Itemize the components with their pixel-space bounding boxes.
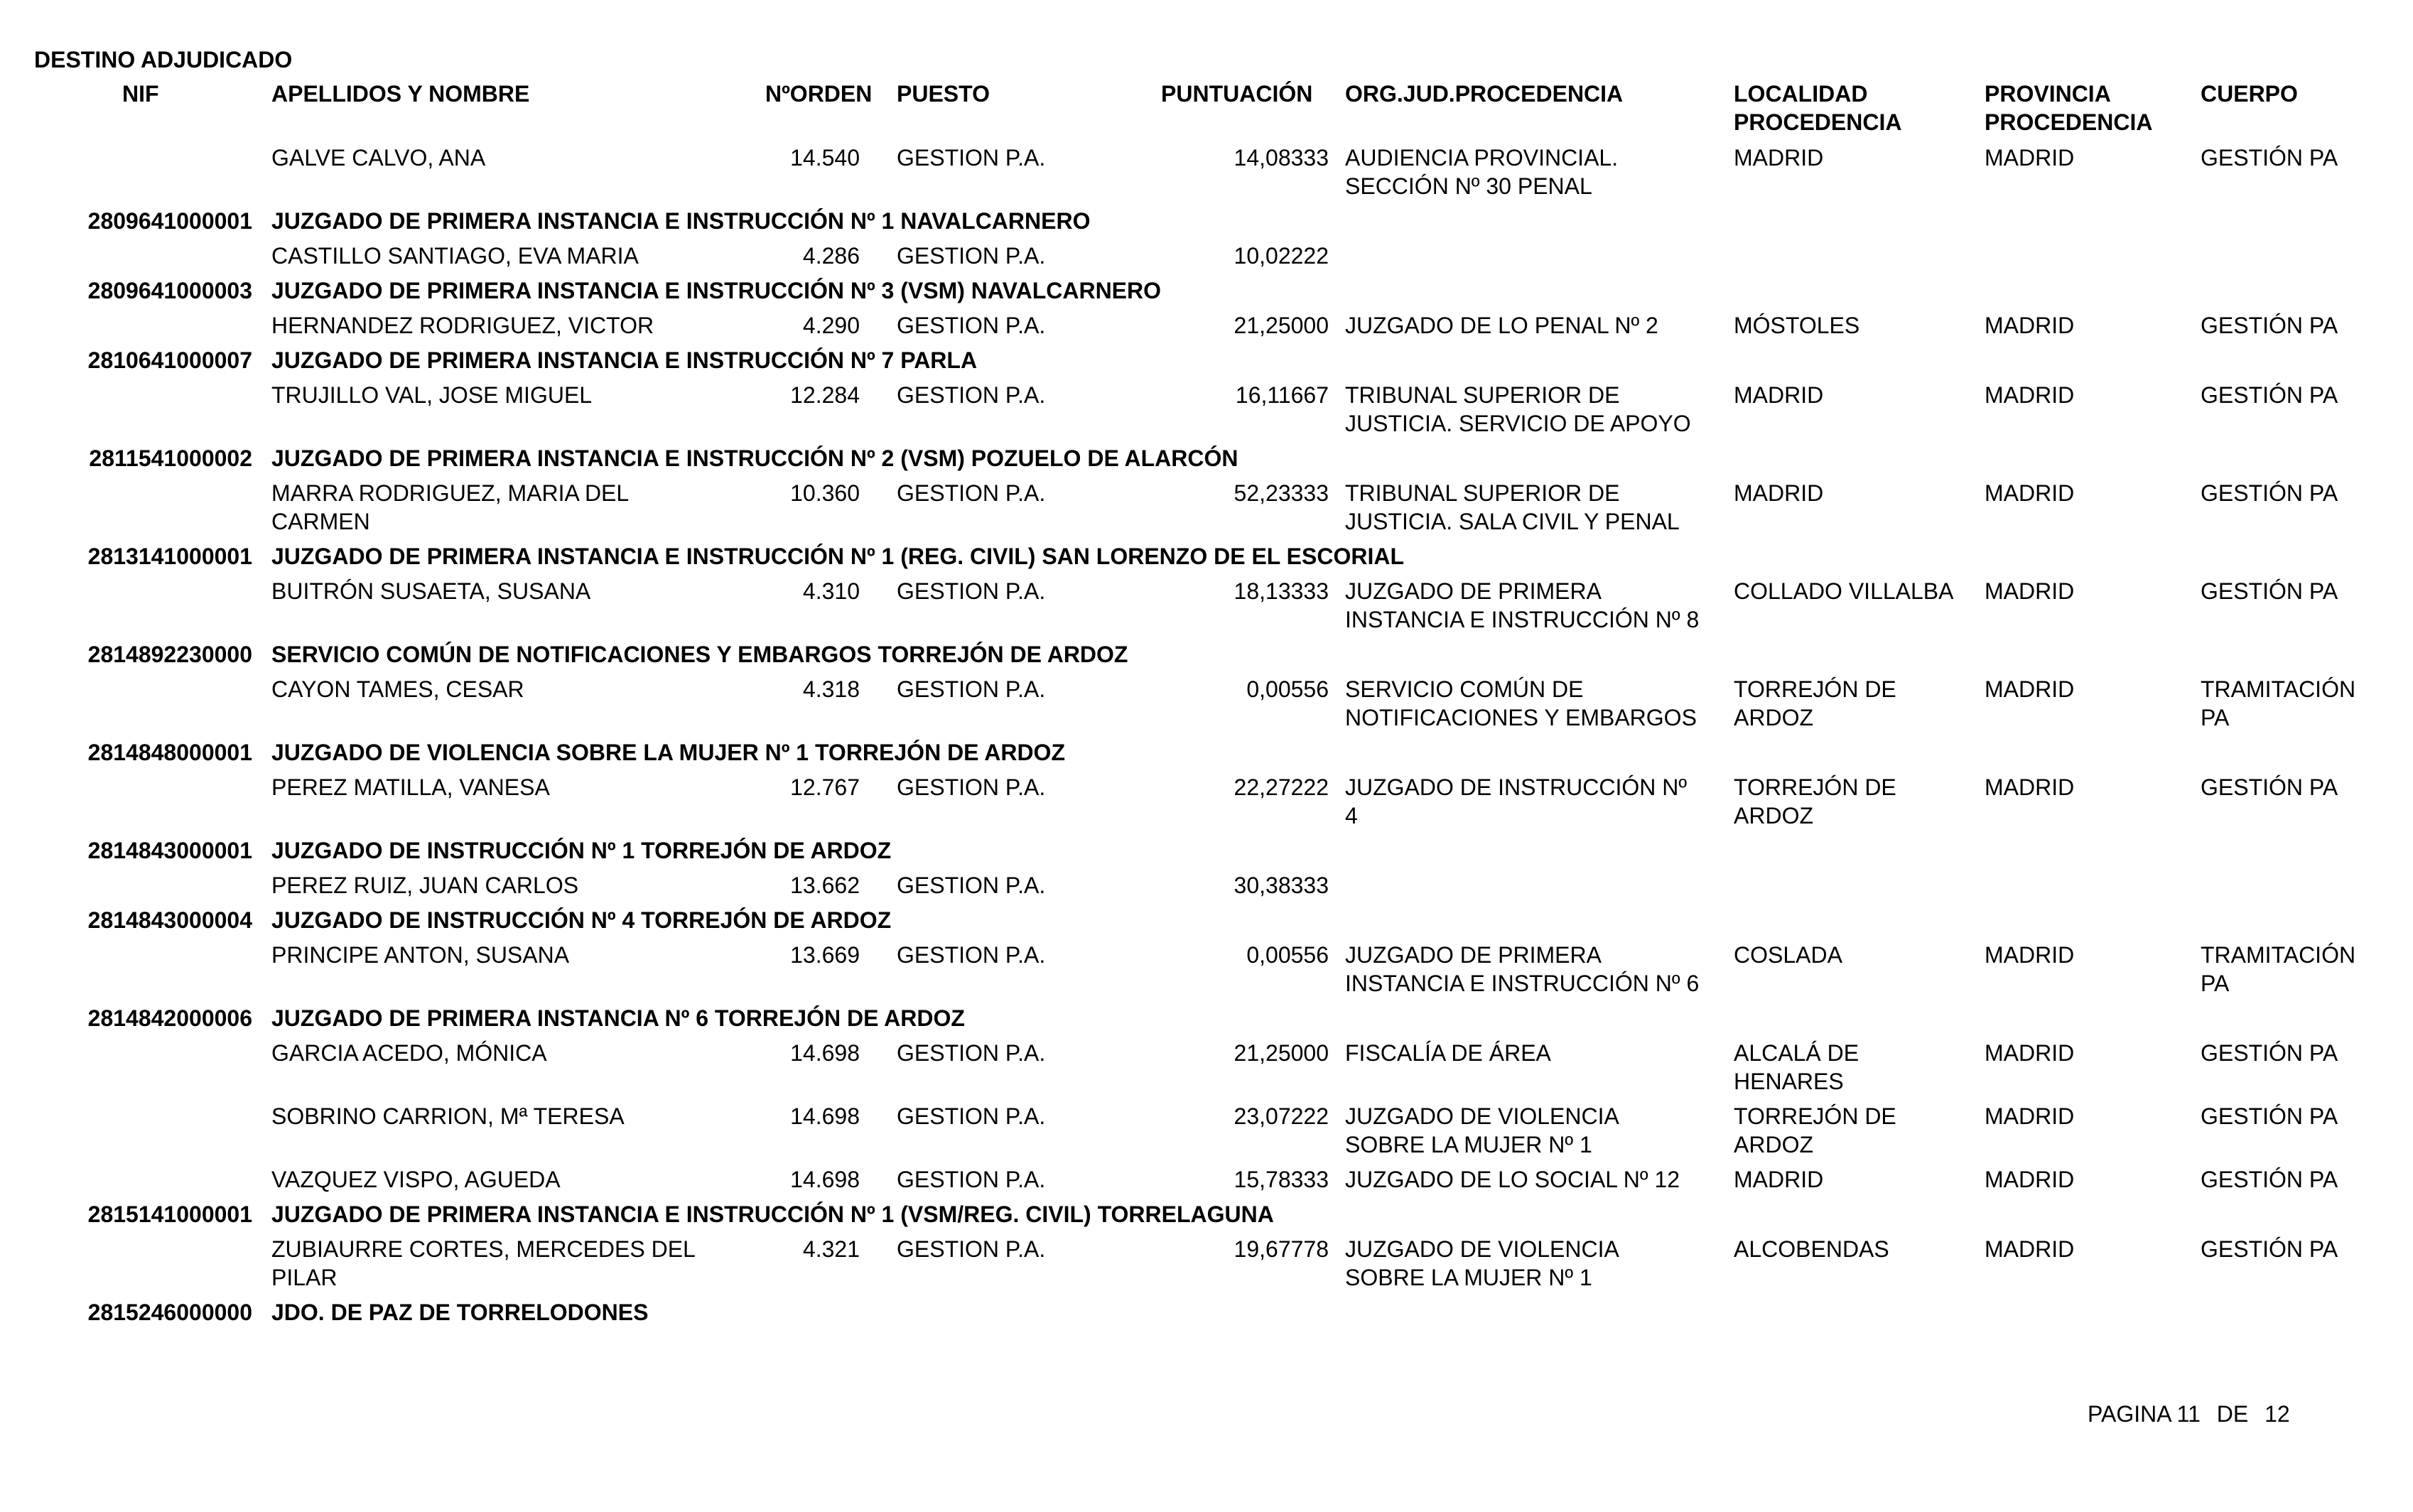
person-localidad-line: TORREJÓN DE [1734, 676, 1896, 702]
person-org [1345, 311, 1729, 340]
person-name-line: CAYON TAMES, CESAR [271, 676, 524, 702]
pagina-label: PAGINA [2088, 1401, 2171, 1427]
person-name-line: ZUBIAURRE CORTES, MERCEDES DEL [271, 1236, 696, 1262]
court-nif: 2814842000006 [87, 1005, 252, 1031]
person-provincia: MADRID [1985, 578, 2075, 604]
person-org [1345, 479, 1729, 536]
person-org-line: JUZGADO DE INSTRUCCIÓN Nº [1345, 774, 1688, 800]
person-localidad [1734, 381, 1979, 409]
person-puesto: GESTION P.A. [897, 313, 1046, 338]
person-org-line: INSTANCIA E INSTRUCCIÓN Nº 6 [1345, 971, 1700, 996]
person-puesto: GESTION P.A. [897, 1236, 1046, 1262]
header-orden: NºORDEN [765, 81, 873, 107]
person-puesto: GESTION P.A. [897, 676, 1046, 702]
person-name-line: PRINCIPE ANTON, SUSANA [271, 942, 570, 968]
court-name: SERVICIO COMÚN DE NOTIFICACIONES Y EMBARGOS TORREJÓN DE ARDOZ [271, 642, 1128, 667]
court-nif: 2809641000001 [87, 208, 252, 234]
person-orden: 4.310 [802, 578, 860, 604]
person-provincia: MADRID [1985, 313, 2075, 338]
court-nif: 2810641000007 [87, 347, 252, 373]
person-org [1345, 381, 1729, 438]
court-name: JUZGADO DE PRIMERA INSTANCIA E INSTRUCCIÓN Nº 3 (VSM) NAVALCARNERO [271, 278, 1162, 303]
person-localidad [1734, 1165, 1979, 1194]
person-org-line: JUSTICIA. SERVICIO DE APOYO [1345, 411, 1691, 436]
person-puntuacion: 19,67778 [1234, 1236, 1329, 1262]
header-cuerpo: CUERPO [2201, 81, 2298, 107]
person-puntuacion: 22,27222 [1234, 774, 1329, 800]
person-localidad-line: TORREJÓN DE [1734, 1103, 1896, 1129]
person-cuerpo-line: GESTIÓN PA [2201, 1103, 2338, 1129]
person-org-line: TRIBUNAL SUPERIOR DE [1345, 480, 1620, 506]
person-provincia: MADRID [1985, 1103, 2075, 1129]
court-name: JUZGADO DE PRIMERA INSTANCIA E INSTRUCCIÓN Nº 1 (VSM/REG. CIVIL) TORRELAGUNA [271, 1202, 1274, 1227]
person-orden: 13.662 [790, 873, 860, 898]
header-puntuacion: PUNTUACIÓN [1161, 81, 1313, 107]
person-org-line: SOBRE LA MUJER Nº 1 [1345, 1265, 1592, 1290]
person-provincia: MADRID [1985, 382, 2075, 408]
person-localidad-line: COSLADA [1734, 942, 1842, 968]
header-nif: NIF [122, 81, 159, 107]
person-localidad-line: ARDOZ [1734, 705, 1813, 730]
person-cuerpo-line: GESTIÓN PA [2201, 145, 2338, 171]
header-provincia: PROVINCIA [1985, 81, 2111, 107]
person-cuerpo-line: GESTIÓN PA [2201, 1236, 2338, 1262]
person-orden: 14.698 [790, 1103, 860, 1129]
person-name [271, 144, 740, 172]
court-name: JUZGADO DE PRIMERA INSTANCIA E INSTRUCCIÓN Nº 2 (VSM) POZUELO DE ALARCÓN [271, 446, 1238, 471]
page-total: 12 [2264, 1401, 2290, 1427]
person-localidad [1734, 941, 1979, 969]
person-localidad [1734, 773, 1979, 830]
person-localidad-line: MADRID [1734, 382, 1824, 408]
person-localidad-line: ARDOZ [1734, 1132, 1813, 1157]
person-puesto: GESTION P.A. [897, 942, 1046, 968]
person-cuerpo-line: TRAMITACIÓN [2201, 942, 2356, 968]
person-localidad-line: HENARES [1734, 1069, 1844, 1094]
person-name-line: GARCIA ACEDO, MÓNICA [271, 1040, 547, 1066]
person-puesto: GESTION P.A. [897, 1040, 1046, 1066]
person-name [271, 479, 740, 536]
person-org-line: TRIBUNAL SUPERIOR DE [1345, 382, 1620, 408]
person-org-line: AUDIENCIA PROVINCIAL. [1345, 145, 1619, 171]
person-orden: 4.290 [802, 313, 860, 338]
person-cuerpo [2201, 144, 2407, 172]
person-puntuacion: 30,38333 [1234, 873, 1329, 898]
person-puntuacion: 18,13333 [1234, 578, 1329, 604]
person-puntuacion: 52,23333 [1234, 480, 1329, 506]
person-org [1345, 1039, 1729, 1067]
page-footer [2088, 1400, 2290, 1428]
person-org-line: 4 [1345, 803, 1358, 828]
person-cuerpo [2201, 311, 2407, 340]
header-nombre: APELLIDOS Y NOMBRE [271, 81, 530, 107]
person-puesto: GESTION P.A. [897, 873, 1046, 898]
person-org-line: JUZGADO DE VIOLENCIA [1345, 1236, 1619, 1262]
person-name-line: PEREZ RUIZ, JUAN CARLOS [271, 873, 579, 898]
court-nif: 2811541000002 [89, 446, 252, 471]
person-cuerpo [2201, 1165, 2407, 1194]
court-name: JUZGADO DE VIOLENCIA SOBRE LA MUJER Nº 1 TORREJÓN DE ARDOZ [271, 740, 1065, 765]
person-localidad [1734, 1102, 1979, 1159]
person-org [1345, 577, 1729, 634]
person-name-line: PILAR [271, 1265, 338, 1290]
court-name: JUZGADO DE PRIMERA INSTANCIA E INSTRUCCIÓN Nº 1 (REG. CIVIL) SAN LORENZO DE EL ESCORIAL [271, 544, 1404, 569]
person-org-line: JUZGADO DE PRIMERA [1345, 578, 1602, 604]
person-localidad [1734, 577, 1979, 605]
person-cuerpo [2201, 577, 2407, 605]
person-cuerpo [2201, 941, 2407, 998]
page-number: 11 [2176, 1401, 2201, 1427]
court-name: JUZGADO DE PRIMERA INSTANCIA E INSTRUCCIÓN Nº 7 PARLA [271, 347, 978, 373]
person-orden: 14.698 [790, 1167, 860, 1192]
person-cuerpo-line: TRAMITACIÓN [2201, 676, 2356, 702]
person-name [271, 1102, 740, 1130]
person-org-line: SOBRE LA MUJER Nº 1 [1345, 1132, 1592, 1157]
person-orden: 14.698 [790, 1040, 860, 1066]
person-puesto: GESTION P.A. [897, 145, 1046, 171]
person-cuerpo [2201, 479, 2407, 507]
person-puntuacion: 16,11667 [1235, 382, 1329, 408]
person-name-line: CARMEN [271, 509, 370, 534]
court-name: JUZGADO DE INSTRUCCIÓN Nº 4 TORREJÓN DE ARDOZ [271, 907, 892, 933]
person-localidad-line: ALCOBENDAS [1734, 1236, 1889, 1262]
person-org [1345, 144, 1729, 200]
court-nif: 2815141000001 [87, 1202, 252, 1227]
header-puesto: PUESTO [897, 81, 990, 107]
person-provincia: MADRID [1985, 1040, 2075, 1066]
person-org [1345, 773, 1729, 830]
person-name [271, 1165, 740, 1194]
person-cuerpo-line: PA [2201, 971, 2230, 996]
person-puesto: GESTION P.A. [897, 243, 1046, 269]
person-puesto: GESTION P.A. [897, 382, 1046, 408]
person-orden: 4.321 [802, 1236, 860, 1262]
person-org-line: JUZGADO DE PRIMERA [1345, 942, 1602, 968]
person-localidad-line: ARDOZ [1734, 803, 1813, 828]
person-cuerpo-line: GESTIÓN PA [2201, 382, 2338, 408]
person-localidad [1734, 1039, 1979, 1096]
court-nif: 2814848000001 [87, 740, 252, 765]
person-cuerpo [2201, 773, 2407, 801]
person-org-line: JUZGADO DE VIOLENCIA [1345, 1103, 1619, 1129]
person-name [271, 1039, 740, 1067]
person-provincia: MADRID [1985, 1167, 2075, 1192]
person-cuerpo-line: GESTIÓN PA [2201, 480, 2338, 506]
person-org [1345, 1102, 1729, 1159]
person-name-line: CASTILLO SANTIAGO, EVA MARIA [271, 243, 639, 269]
court-nif: 2813141000001 [87, 544, 252, 569]
header-localidad: LOCALIDAD [1734, 81, 1868, 107]
person-puesto: GESTION P.A. [897, 774, 1046, 800]
person-orden: 13.669 [790, 942, 860, 968]
person-cuerpo [2201, 1235, 2407, 1263]
person-localidad [1734, 1235, 1979, 1263]
person-cuerpo-line: GESTIÓN PA [2201, 578, 2338, 604]
court-nif: 2814892230000 [87, 642, 252, 667]
person-name-line: SOBRINO CARRION, Mª TERESA [271, 1103, 625, 1129]
person-localidad-line: MÓSTOLES [1734, 313, 1860, 338]
person-puntuacion: 14,08333 [1234, 145, 1329, 171]
person-localidad-line: COLLADO VILLALBA [1734, 578, 1954, 604]
person-provincia: MADRID [1985, 774, 2075, 800]
person-puntuacion: 23,07222 [1234, 1103, 1329, 1129]
person-localidad-line: ALCALÁ DE [1734, 1040, 1859, 1066]
header-localidad-2: PROCEDENCIA [1734, 109, 1902, 135]
person-puntuacion: 21,25000 [1234, 313, 1329, 338]
person-name-line: MARRA RODRIGUEZ, MARIA DEL [271, 480, 630, 506]
person-org-line: NOTIFICACIONES Y EMBARGOS [1345, 705, 1697, 730]
person-org-line: SECCIÓN Nº 30 PENAL [1345, 173, 1592, 199]
person-name [271, 773, 740, 801]
person-name [271, 242, 740, 270]
person-org-line: SERVICIO COMÚN DE [1345, 676, 1584, 702]
person-name-line: TRUJILLO VAL, JOSE MIGUEL [271, 382, 593, 408]
court-nif: 2814843000001 [87, 838, 252, 863]
person-org-line: INSTANCIA E INSTRUCCIÓN Nº 8 [1345, 607, 1700, 632]
person-org-line: JUSTICIA. SALA CIVIL Y PENAL [1345, 509, 1680, 534]
person-cuerpo [2201, 1039, 2407, 1067]
person-name [271, 381, 740, 409]
person-name [271, 577, 740, 605]
person-localidad [1734, 479, 1979, 507]
person-localidad [1734, 311, 1979, 340]
court-nif: 2809641000003 [87, 278, 252, 303]
person-puesto: GESTION P.A. [897, 1167, 1046, 1192]
person-org-line: JUZGADO DE LO PENAL Nº 2 [1345, 313, 1658, 338]
person-cuerpo [2201, 381, 2407, 409]
de-label: DE [2216, 1401, 2249, 1427]
person-org [1345, 941, 1729, 998]
person-org-line: JUZGADO DE LO SOCIAL Nº 12 [1345, 1167, 1680, 1192]
person-org [1345, 1235, 1729, 1292]
person-name [271, 941, 740, 969]
person-cuerpo-line: GESTIÓN PA [2201, 774, 2338, 800]
person-puntuacion: 21,25000 [1234, 1040, 1329, 1066]
person-name-line: PEREZ MATILLA, VANESA [271, 774, 550, 800]
person-orden: 12.767 [790, 774, 860, 800]
court-name: JUZGADO DE INSTRUCCIÓN Nº 1 TORREJÓN DE ARDOZ [271, 838, 892, 863]
header-provincia-2: PROCEDENCIA [1985, 109, 2153, 135]
person-puntuacion: 10,02222 [1234, 243, 1329, 269]
court-nif: 2814843000004 [87, 907, 252, 933]
person-org [1345, 1165, 1729, 1194]
court-name: JDO. DE PAZ DE TORRELODONES [271, 1300, 649, 1325]
person-localidad [1734, 144, 1979, 172]
person-localidad-line: MADRID [1734, 480, 1824, 506]
person-provincia: MADRID [1985, 1236, 2075, 1262]
person-cuerpo-line: GESTIÓN PA [2201, 1040, 2338, 1066]
person-cuerpo [2201, 1102, 2407, 1130]
section-title: DESTINO ADJUDICADO [34, 47, 293, 72]
person-cuerpo-line: GESTIÓN PA [2201, 1167, 2338, 1192]
person-orden: 14.540 [790, 145, 860, 171]
person-localidad-line: MADRID [1734, 145, 1824, 171]
person-orden: 10.360 [790, 480, 860, 506]
person-provincia: MADRID [1985, 145, 2075, 171]
person-provincia: MADRID [1985, 676, 2075, 702]
person-name-line: GALVE CALVO, ANA [271, 145, 486, 171]
person-name-line: BUITRÓN SUSAETA, SUSANA [271, 578, 591, 604]
person-puntuacion: 15,78333 [1234, 1167, 1329, 1192]
person-puntuacion: 0,00556 [1246, 942, 1329, 968]
court-nif: 2815246000000 [87, 1300, 252, 1325]
person-puesto: GESTION P.A. [897, 1103, 1046, 1129]
person-cuerpo-line: GESTIÓN PA [2201, 313, 2338, 338]
court-name: JUZGADO DE PRIMERA INSTANCIA E INSTRUCCIÓN Nº 1 NAVALCARNERO [271, 208, 1091, 234]
person-orden: 12.284 [790, 382, 860, 408]
person-localidad-line: TORREJÓN DE [1734, 774, 1896, 800]
header-org: ORG.JUD.PROCEDENCIA [1345, 81, 1624, 107]
person-orden: 4.318 [802, 676, 860, 702]
person-puntuacion: 0,00556 [1246, 676, 1329, 702]
person-provincia: MADRID [1985, 942, 2075, 968]
person-name [271, 1235, 740, 1292]
person-localidad-line: MADRID [1734, 1167, 1824, 1192]
person-name-line: VAZQUEZ VISPO, AGUEDA [271, 1167, 561, 1192]
person-provincia: MADRID [1985, 480, 2075, 506]
court-name: JUZGADO DE PRIMERA INSTANCIA Nº 6 TORREJÓN DE ARDOZ [271, 1005, 965, 1031]
person-localidad [1734, 675, 1979, 732]
person-puesto: GESTION P.A. [897, 578, 1046, 604]
person-org [1345, 675, 1729, 732]
person-name [271, 311, 740, 340]
person-orden: 4.286 [802, 243, 860, 269]
person-name-line: HERNANDEZ RODRIGUEZ, VICTOR [271, 313, 654, 338]
person-puesto: GESTION P.A. [897, 480, 1046, 506]
person-cuerpo-line: PA [2201, 705, 2230, 730]
person-name [271, 675, 740, 703]
person-cuerpo [2201, 675, 2407, 732]
person-name [271, 871, 740, 900]
person-org-line: FISCALÍA DE ÁREA [1345, 1040, 1551, 1066]
